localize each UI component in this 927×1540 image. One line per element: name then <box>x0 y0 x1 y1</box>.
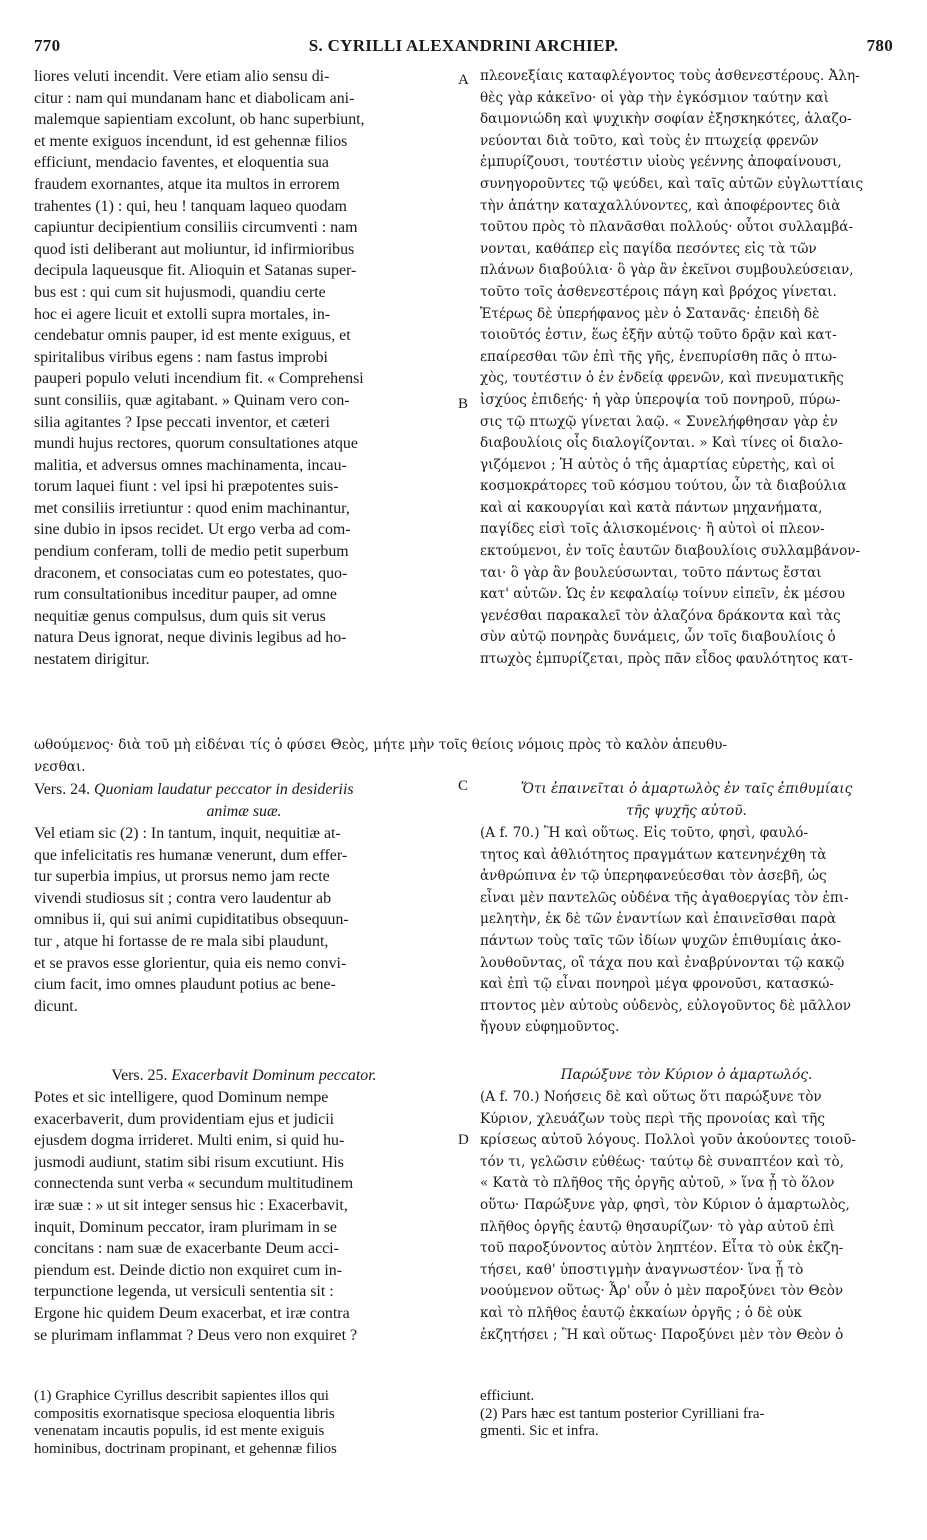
text-line: κοσμοκράτορες τοῦ κόσμου τούτου, ὧν τὰ διαβούλια <box>480 478 847 495</box>
text-line: εἶναι μὲν παντελῶς οὐδένα τῆς ἀγαθοεργίας τὸν ἐπι- <box>480 889 849 906</box>
text-line: τοῦτου πρὸς τὸ πλανᾶσθαι πολλούς· οὗτοι συλλαμβά- <box>480 219 854 236</box>
text-line: capiuntur decipientium consiliis circumventi : nam <box>34 219 358 237</box>
text-line: natura Deus ignorat, neque divinis legibus ad ho- <box>34 629 347 647</box>
greek-paragraph-2 <box>480 823 893 1039</box>
latin-verse-25-heading <box>34 1065 454 1087</box>
text-line: σις τῷ πτωχῷ γίνεται λαῷ. « Συνελήφθησαν γὰρ ἐν <box>480 413 838 430</box>
text-line: inquit, Dominum peccator, iram plurimam in se <box>34 1218 337 1236</box>
text-line: liores veluti incendit. Vere etiam alio sensu di- <box>34 68 330 85</box>
text-line: νεύονται διὰ τοῦτο, καὶ τοὺς ἐν πτωχείᾳ φρενῶν <box>480 132 819 149</box>
text-line: οὕτω· Παρώξυνε γὰρ, φησὶ, τὸν Κύριον ὁ ἁμαρτωλὸς, <box>480 1196 850 1213</box>
text-line: πλῆθος ὀργῆς ἑαυτῷ θησαυρίζων· τὸ γὰρ αὐτοῦ ἐπὶ <box>480 1218 835 1235</box>
text-line: efficiunt, mendacio faventes, et eloquentia sua <box>34 154 329 172</box>
text-line: γενέσθαι παρακαλεῖ τὸν ἀλαζόνα δράκοντα καὶ τὰς <box>480 607 841 624</box>
text-line: Κύριον, χλευάζων τοὺς περὶ τῆς προνοίας καὶ τῆς <box>480 1110 825 1127</box>
verse-label: Vers. 24. <box>34 781 91 798</box>
greek-spanning-line-end: νεσθαι. <box>34 758 86 775</box>
text-line: τόν τι, γελῶσιν εὐθέως· ταύτῳ δὲ συναπτέον καὶ τὸ, <box>480 1153 845 1170</box>
text-line: καὶ τὸ πλῆθος ἑαυτῷ ἐκκαίων ὀργῆς ; ὁ δὲ οὐκ <box>480 1304 803 1321</box>
text-line: ἀνθρώπινα ἐν τῷ ὑπερηφανεύεσθαι τὸν ἀσεβῆ, ὡς <box>480 868 827 885</box>
greek-heading-text-cont: τῆς ψυχῆς αὐτοῦ. <box>626 802 747 819</box>
text-line: πλεονεξίαις καταφλέγοντος τοὺς ἀσθενεστέρους. Ἀλη- <box>480 68 860 84</box>
text-line: malitia, et adversus omnes machinamenta, incau- <box>34 456 347 474</box>
greek-verse-24-heading <box>480 779 893 822</box>
text-line: draconem, et consociatas cum eo potestates, quo- <box>34 564 348 582</box>
text-line: σὺν αὐτῷ πονηρὰς δυνάμεις, ὧν τοῖς διαβουλίοις ὁ <box>480 629 836 646</box>
verse-label: Vers. 25. <box>111 1067 168 1084</box>
text-line: que infelicitatis res humanæ venerunt, dum effer- <box>34 846 348 864</box>
text-line: μελητὴν, ἐκ δὲ τῶν ἐναντίων καὶ ἐπαινεῖσθαι παρὰ <box>480 911 837 928</box>
text-line: cium facit, imo omnes plaudunt potius ac bene- <box>34 976 336 994</box>
right-page-number: 780 <box>866 36 893 55</box>
text-line: et mente exiguos incendunt, id est gehennæ filios <box>34 132 348 150</box>
text-line: (A f. 70.) Νοήσεις δὲ καὶ οὕτως ὅτι παρώξυνε τὸν <box>480 1089 822 1105</box>
text-line: τὴν ἀπάτην καταχαλλύνοντες, καὶ ἀποφέροντες διὰ <box>480 197 841 214</box>
latin-paragraph-2 <box>34 823 454 1017</box>
running-title: S. CYRILLI ALEXANDRINI ARCHIEP. <box>308 36 619 55</box>
text-line: ejusdem dogma irrideret. Multi enim, si quid hu- <box>34 1132 345 1150</box>
text-line: (A f. 70.) Ἢ καὶ οὕτως. Εἰς τοῦτο, φησὶ, φαυλό- <box>480 825 809 841</box>
text-line: ἐμπυρίζουσι, τουτέστιν υἱοὺς γεέννης ἀποφαίνουσι, <box>480 154 842 171</box>
text-line: piendum est. Deinde dictio non exquiret cum in- <box>34 1261 343 1279</box>
footnote-right <box>480 1388 893 1441</box>
text-line: citur : nam qui mundanam hanc et diabolicam ani- <box>34 89 355 107</box>
text-line: terpunctione legenda, ut versiculi sententia sit : <box>34 1283 334 1301</box>
greek-paragraph-1 <box>480 66 893 671</box>
text-line: efficiunt. <box>480 1388 535 1404</box>
text-line: τητος καὶ ἀθλιότητος πραγμάτων κατενηνέχθη τὰ <box>480 846 827 863</box>
text-line: met consiliis irretiuntur : quod enim machinantur, <box>34 499 350 517</box>
text-line: bus est : qui cum sit hujusmodi, quandiu certe <box>34 283 326 301</box>
text-line: πλάνων διαβούλια· ὃ γὰρ ἂν ἐκεῖνοι συμβουλεύσειαν, <box>480 262 854 279</box>
text-line: hominibus, doctrinam propinant, et gehennæ filios <box>34 1440 337 1457</box>
text-line: malemque sapientiam excolunt, ob hanc superbiunt, <box>34 111 365 129</box>
section-marker-b: B <box>458 396 469 412</box>
greek-heading-text: Ὅτι ἐπαινεῖται ὁ ἁμαρτωλὸς ἐν ταῖς ἐπιθυμίαις <box>520 781 853 797</box>
greek-spanning-line: ωθούμενος· διὰ τοῦ μὴ εἰδέναι τίς ὁ φύσει Θεὸς, μήτε μὴν τοῖς θείοις νόμοις πρὸς τὸ καλὸν ἀπευθυ- <box>34 737 727 753</box>
text-line: decipula laqueusque fit. Alioquin et Satanas super- <box>34 262 357 280</box>
text-line: καὶ αἱ κακουργίαι καὶ κατὰ πάντων μηχανήματα, <box>480 499 823 516</box>
text-line: πτοντος μὲν αὐτοὺς οὐδενὸς, εὐλογοῦντος δὲ μᾶλλον <box>480 997 852 1014</box>
text-line: δαιμονιώδη καὶ ψυχικὴν σοφίαν ἐξησκηκότες, ἀλαζο- <box>480 111 852 128</box>
verse-heading-text: Exacerbavit Dominum peccator. <box>171 1067 377 1084</box>
latin-verse-24-heading <box>34 779 454 822</box>
latin-paragraph-3 <box>34 1087 454 1346</box>
text-line: trahentes (1) : qui, heu ! tanquam laqueo quodam <box>34 197 347 215</box>
text-line: κατ' αὐτῶν. Ὡς ἐν κεφαλαίῳ τοίνυν εἰπεῖν, ἐκ μέσου <box>480 586 846 603</box>
text-line: καὶ ἐπὶ τῷ εἶναι πονηροὶ μέγα φρονοῦσι, κατασκώ- <box>480 976 834 993</box>
verse-heading-text: Quoniam laudatur peccator in desideriis <box>94 781 354 798</box>
text-line: cendebatur omnis pauper, id est mente exiguus, et <box>34 327 351 345</box>
text-line: iræ suæ : » ut sit integer sensus hic : Exacerbavit, <box>34 1196 348 1214</box>
latin-paragraph-1 <box>34 66 454 671</box>
text-line: τοιοῦτός ἐστιν, ἕως ἐξῆν αὐτῷ τοῦτο δρᾷν καὶ κατ- <box>480 327 837 344</box>
text-line: (2) Pars hæc est tantum posterior Cyrilliani fra- <box>480 1405 765 1422</box>
text-line: pendium conferam, tolli de medio petit superbum <box>34 543 349 561</box>
text-line: « Κατὰ τὸ πλῆθος τῆς ὀργῆς αὐτοῦ, » ἵνα ᾖ τὸ ὅλον <box>480 1175 835 1192</box>
text-line: ται· ὃ γὰρ ἂν βουλεύσωνται, τοῦτο πάντως ἔσται <box>480 564 822 581</box>
text-line: nestatem dirigitur. <box>34 651 150 669</box>
text-line: spiritalibus viribus egens : nam fastus improbi <box>34 348 328 366</box>
text-line: γιζόμενοι ; Ἡ αὐτὸς ὁ τῆς ἁμαρτίας εὑρετὴς, καὶ οἱ <box>480 456 836 473</box>
text-line: Ergone hic quidem Deum exacerbat, et iræ contra <box>34 1304 350 1322</box>
text-line: διαβουλίοις οἷς διαλογίζονται. » Καὶ τίνες οἱ διαλο- <box>480 435 843 452</box>
left-page-number: 770 <box>34 36 61 55</box>
text-line: quod isti deliberant aut moliuntur, id infirmioribus <box>34 240 355 258</box>
text-line: συνηγοροῦντες τῷ ψεύδει, καὶ ταῖς αὐτῶν εὐγλωττίαις <box>480 175 864 192</box>
text-line: compositis exornatisque speciosa eloquentia libris <box>34 1405 335 1422</box>
text-line: εκτούμενοι, ἐν τοῖς ἑαυτῶν διαβουλίοις συλλαμβάνον- <box>480 543 861 560</box>
text-line: πάντων τοὺς ταῖς τῶν ἰδίων ψυχῶν ἐπιθυμίαις ἀκο- <box>480 932 842 949</box>
text-line: (1) Graphice Cyrillus describit sapientes illos qui <box>34 1388 329 1404</box>
text-line: ἐκζητήσει ; Ἢ καὶ οὕτως· Παροξύνει μὲν τὸν Θεὸν ὁ <box>480 1326 844 1343</box>
text-line: κρίσεως αὐτοῦ λόγους. Πολλοὶ γοῦν ἀκούοντες τοιοῦ- <box>480 1132 856 1149</box>
text-line: ἰσχύος ἐπιδεής· ἡ γὰρ ὑπεροψία τοῦ πονηροῦ, πύρω- <box>480 391 841 408</box>
text-line: επαίρεσθαι τῶν ἐπὶ τῆς γῆς, ἐνεπυρίσθη πᾶς ὁ πτω- <box>480 348 837 365</box>
greek-paragraph-3 <box>480 1087 893 1346</box>
greek-spanning-text <box>34 735 894 778</box>
text-line: τήσει, καθ' ὑποστιγμὴν ἀναγνωστέον· ἵνα ᾖ τὸ <box>480 1261 804 1278</box>
text-line: λουθοῦντας, οἳ τάχα που καὶ ἐναβρύνονται τῷ κακῷ <box>480 954 845 971</box>
text-line: χὸς, τουτέστιν ὁ ἐν ἐνδείᾳ φρενῶν, καὶ πνευματικῆς <box>480 370 844 387</box>
text-line: τοῦτο τοῖς ἀσθενεστέροις πάγη καὶ βρόχος γίνεται. <box>480 283 837 300</box>
text-line: sine dubio in ipsos recidet. Ut ergo verba ad com- <box>34 521 351 539</box>
text-line: ἤγουν εὐφημοῦντος. <box>480 1019 620 1036</box>
text-line: νοούμενον οὕτως· Ἆρ' οὖν ὁ μὲν παροξύνει τὸν Θεὸν <box>480 1283 844 1300</box>
text-line: torum laquei fiunt : vel ipsi hi præpotentes suis- <box>34 478 339 496</box>
text-line: fraudem exornantes, atque ita multos in errorem <box>34 175 340 193</box>
text-line: vivendi studiosus sit ; contra vero laudentur ab <box>34 889 332 907</box>
text-line: hoc ei agere licuit et extolli supra mortales, in- <box>34 305 331 323</box>
text-line: tur , atque hi fortasse de re mala sibi plaudunt, <box>34 932 329 950</box>
section-marker-d: D <box>458 1132 469 1148</box>
greek-heading-text: Παρώξυνε τὸν Κύριον ὁ ἁμαρτωλός. <box>560 1067 813 1083</box>
text-line: tur superbia impius, ut prorsus nemo jam recte <box>34 868 330 886</box>
text-line: νονται, καθάπερ εἰς παγίδα πεσόντες εἰς τὰ τῶν <box>480 240 817 257</box>
text-line: jusmodi audiunt, statim sibi risum excutiunt. His <box>34 1153 344 1171</box>
section-marker-c: C <box>458 778 469 794</box>
footnote-left <box>34 1388 454 1458</box>
text-line: omnibus ii, qui sui animi cupiditatibus obsequun- <box>34 911 349 929</box>
text-line: Potes et sic intelligere, quod Dominum nempe <box>34 1089 329 1106</box>
text-line: rum consultationibus inceditur pauper, ad omne <box>34 586 337 604</box>
text-line: Ἑτέρως δὲ ὑπερήφανος μὲν ὁ Σατανᾶς· ἐπειδὴ δὲ <box>480 305 820 322</box>
text-line: mundi hujus rectores, quorum consultationes atque <box>34 435 358 453</box>
section-marker-a: A <box>458 72 469 88</box>
text-line: et se pravos esse glorientur, quia eis nemo convi- <box>34 954 347 972</box>
text-line: sunt consiliis, quæ agitabant. » Quinam vero con- <box>34 391 350 409</box>
text-line: connectenda sunt verba « secundum multitudinem <box>34 1175 354 1193</box>
verse-heading-text-cont: animæ suæ. <box>206 802 282 820</box>
text-line: dicunt. <box>34 997 78 1015</box>
text-line: venenatam incautis populis, id est mente exiguis <box>34 1423 325 1439</box>
text-line: se plurimam inflammat ? Deus vero non exquiret ? <box>34 1326 358 1344</box>
running-header <box>34 36 893 62</box>
text-line: Vel etiam sic (2) : In tantum, inquit, nequitiæ at- <box>34 825 341 842</box>
text-line: nequitiæ genus compulsus, dum quis sit verus <box>34 607 326 625</box>
greek-verse-25-heading <box>480 1065 893 1087</box>
text-line: concitans : nam suæ de exacerbante Deum acci- <box>34 1240 339 1258</box>
text-line: pauperi populo veluti incendium fit. « Comprehensi <box>34 370 364 388</box>
text-line: gmenti. Sic et infra. <box>480 1423 599 1439</box>
text-line: παγίδες εἰσὶ τοῖς ἁλισκομένοις· ἢ αὐτοὶ οἱ πλεον- <box>480 521 825 538</box>
text-line: exacerbaverit, dum providentiam ejus et judicii <box>34 1110 335 1128</box>
text-line: τοῦ παροξύνοντος αὐτὸν ληπτέον. Εἶτα τὸ οὐκ ἐκζη- <box>480 1240 844 1257</box>
text-line: πτωχὸς ἐμπυρίζεται, πρὸς πᾶν εἶδος φαυλότητος κατ- <box>480 651 853 668</box>
text-line: θὲς γὰρ κἀκεῖνο· οἱ γὰρ τὴν ἐγκόσμιον ταύτην καὶ <box>480 89 829 106</box>
text-line: silia agitantes ? Ipse peccati inventor, et cæteri <box>34 413 330 431</box>
